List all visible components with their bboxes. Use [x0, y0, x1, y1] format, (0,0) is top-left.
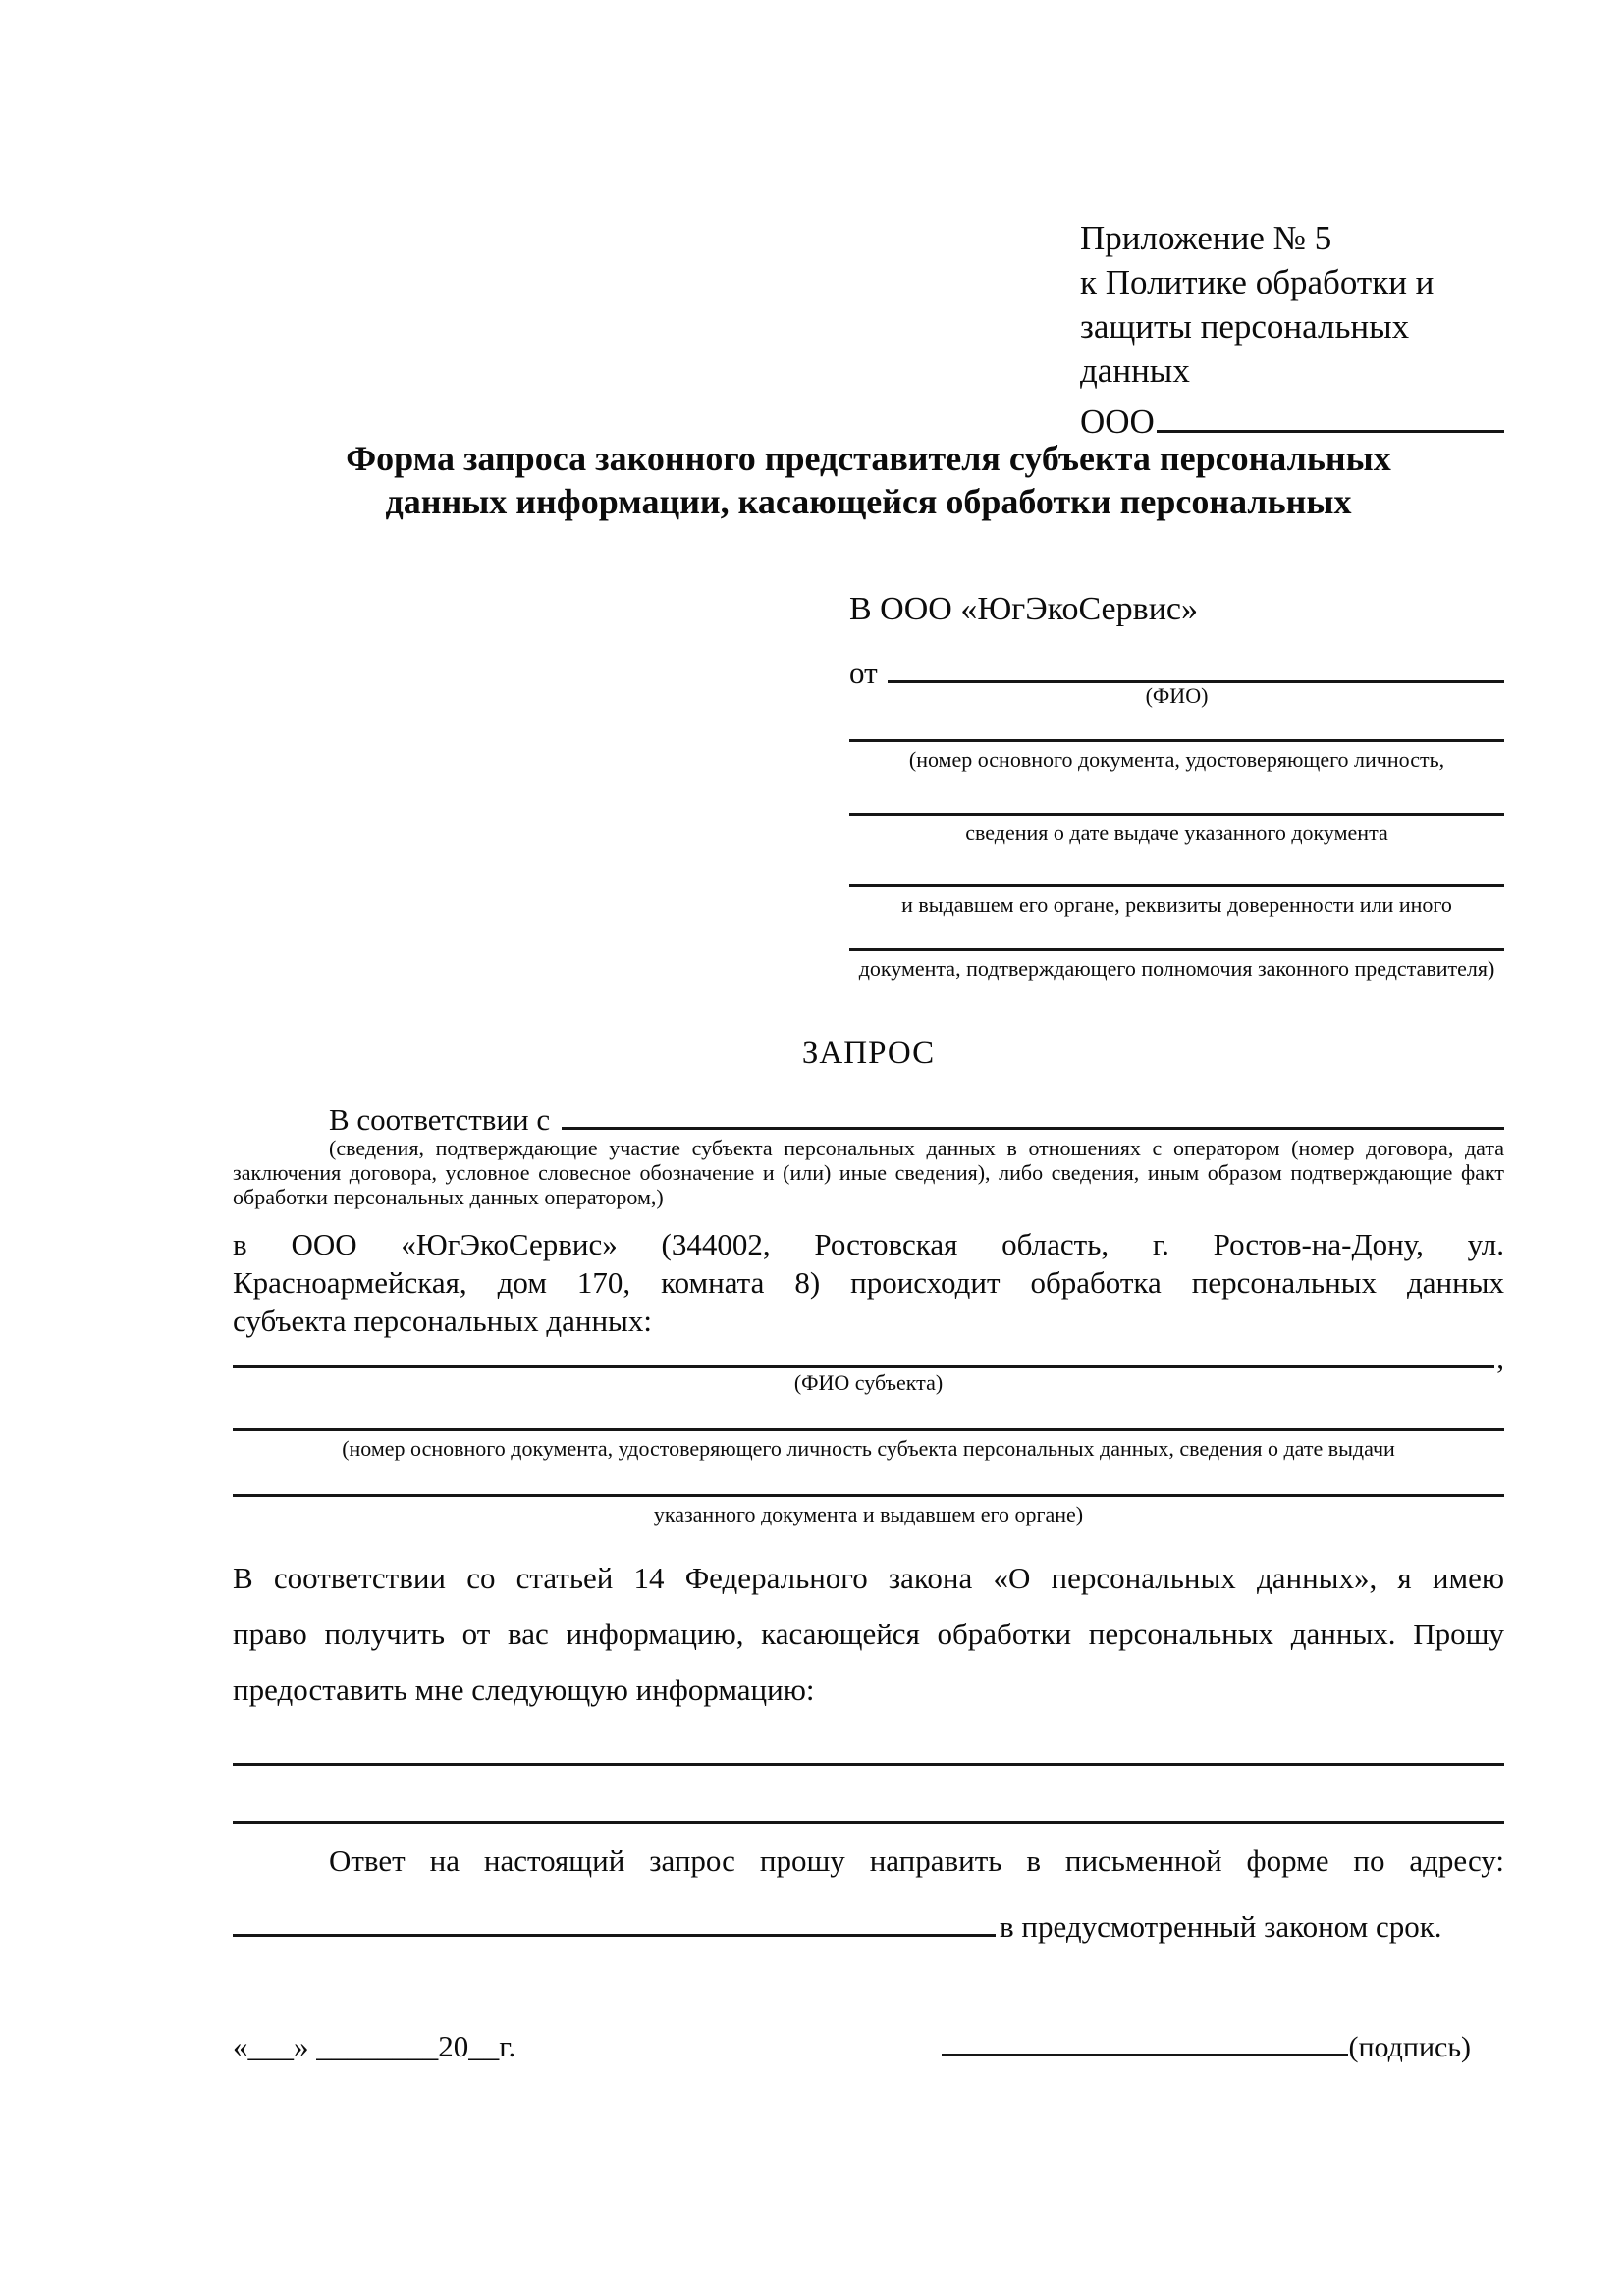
subject-fio-caption: (ФИО субъекта): [793, 1370, 944, 1395]
representative-doc-blank-line-1: [849, 708, 1504, 742]
processing-line-3: субъекта персональных данных:: [233, 1304, 652, 1338]
document-title: [233, 437, 1504, 523]
subject-fio-blank-line: [233, 1340, 1494, 1368]
subject-doc-caption-1: (номер основного документа, удостоверяющего личность субъекта персональных данных, сведения о дате выдачи: [342, 1436, 1395, 1461]
annex-ooo-blank-line: [1157, 393, 1504, 433]
signature-blank-line: [942, 2028, 1348, 2056]
article-line-3: предоставить мне следующую информацию:: [233, 1673, 815, 1707]
fio-caption: (ФИО): [1145, 683, 1209, 708]
accordance-note-line-2: заключения договора, условное словесное обозначение и (или) иные сведения), либо сведения, иным образом подтверждающие факт: [233, 1160, 1504, 1185]
representative-doc-caption-2: сведения о дате выдаче указанного документа: [965, 821, 1388, 845]
information-blank-line-2: [233, 1766, 1504, 1824]
document-title-line-1: Форма запроса законного представителя субъекта персональных: [346, 439, 1391, 478]
answer-address-blank-line: [233, 1908, 996, 1937]
subject-fio-row: [233, 1340, 1504, 1375]
annex-line-1: Приложение № 5: [1080, 219, 1332, 257]
subject-doc-blank-line-2: [233, 1461, 1504, 1497]
answer-paragraph-line-1: Ответ на настоящий запрос прошу направить в письменной форме по адресу:: [329, 1843, 1504, 1878]
from-label: от: [849, 656, 878, 690]
representative-doc-blank-line-2: [849, 772, 1504, 816]
subject-fio-comma: ,: [1496, 1341, 1504, 1375]
answer-address-row: [233, 1908, 1504, 1944]
accordance-note: [233, 1136, 1504, 1209]
annex-line-2: к Политике обработки и: [1080, 263, 1435, 301]
addressee-to: В ООО «ЮгЭкоСервис»: [849, 591, 1198, 627]
representative-doc-caption-4: документа, подтверждающего полномочия законного представителя): [858, 956, 1495, 981]
article-line-1: В соответствии со статьей 14 Федерального закона «О персональных данных», я имею: [233, 1561, 1504, 1595]
annex-block: [1080, 216, 1504, 441]
answer-paragraph-tail: в предусмотренный законом срок.: [1000, 1909, 1442, 1944]
representative-doc-caption-3: и выдавшем его органе, реквизиты доверенности или иного: [901, 892, 1452, 917]
subject-doc-blank-line-1: [233, 1395, 1504, 1431]
representative-doc-blank-line-3: [849, 845, 1504, 887]
subject-doc-caption-2: указанного документа и выдавшем его органе): [653, 1502, 1084, 1526]
from-blank-line: [888, 655, 1504, 683]
annex-ooo-row: [1080, 393, 1504, 441]
document-title-line-2: данных информации, касающейся обработки персональных: [385, 482, 1352, 521]
accordance-row: [233, 1102, 1504, 1137]
representative-doc-blank-line-4: [849, 917, 1504, 951]
signature-group: [942, 2028, 1471, 2064]
article-line-2: право получить от вас информацию, касающейся обработки персональных данных. Прошу: [233, 1617, 1504, 1651]
processing-line-1: в ООО «ЮгЭкоСервис» (344002, Ростовская область, г. Ростов-на-Дону, ул.: [233, 1227, 1504, 1261]
representative-doc-caption-1: (номер основного документа, удостоверяющего личность,: [908, 747, 1445, 772]
processing-paragraph: [233, 1225, 1504, 1340]
accordance-blank-line: [562, 1103, 1504, 1130]
accordance-note-line-1: (сведения, подтверждающие участие субъекта персональных данных в отношениях с оператором (номер договора, дата: [329, 1136, 1504, 1160]
annex-line-3: защиты персональных данных: [1080, 307, 1410, 390]
accordance-lead: В соответствии с: [329, 1102, 551, 1137]
addressee-from-row: [849, 655, 1504, 690]
request-heading: ЗАПРОС: [801, 1036, 936, 1071]
processing-line-2: Красноармейская, дом 170, комната 8) происходит обработка персональных данных: [233, 1265, 1504, 1300]
footer-row: [233, 2028, 1504, 2063]
signature-caption: (подпись): [1348, 2031, 1471, 2063]
article-paragraph: [233, 1550, 1504, 1718]
information-blank-line-1: [233, 1718, 1504, 1766]
addressee-block: [849, 590, 1504, 981]
date-line: «___» ________20__г.: [233, 2029, 516, 2063]
annex-ooo-label: ООО: [1080, 402, 1155, 441]
accordance-note-line-3: обработки персональных данных оператором,): [233, 1185, 664, 1209]
